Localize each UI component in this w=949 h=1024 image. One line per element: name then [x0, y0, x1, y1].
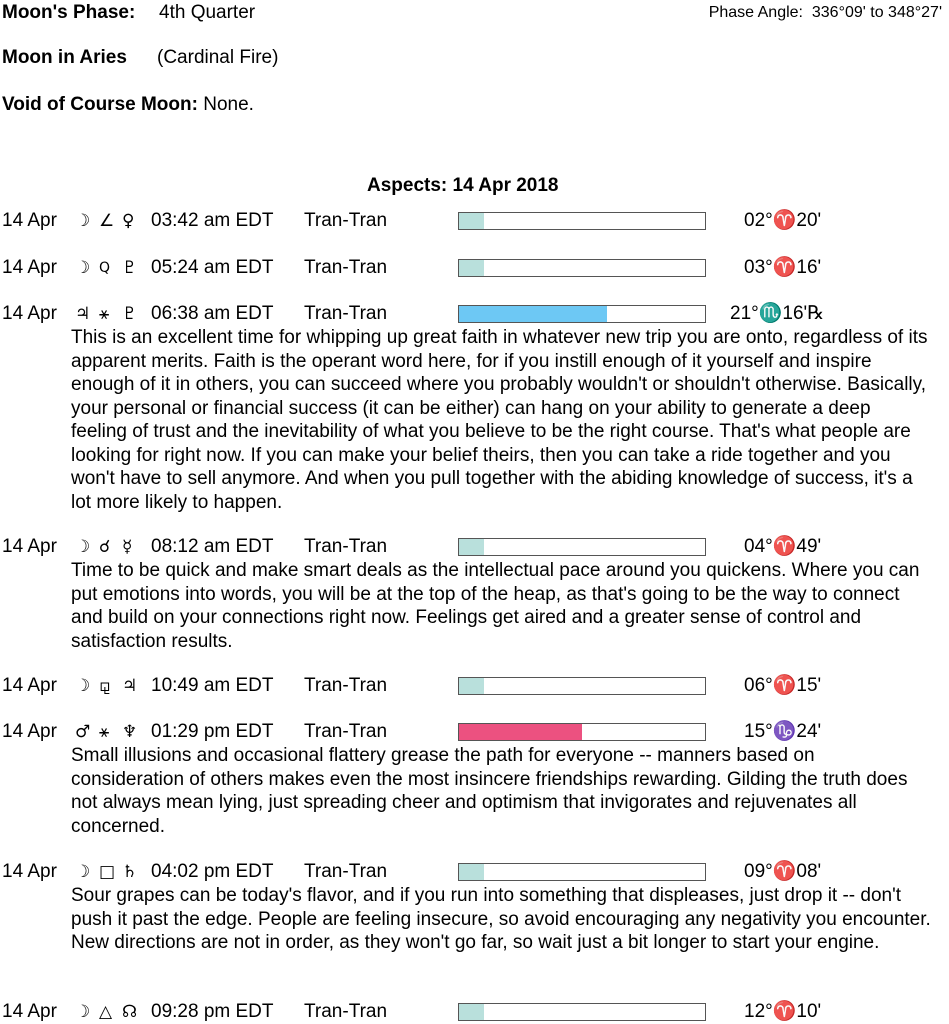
aspect-date: 14 Apr: [2, 1001, 57, 1022]
aspect-position: 03°♈16': [744, 257, 822, 278]
aspect-position: 09°♈08': [744, 861, 822, 882]
aspect-time: 01:29 pm EDT: [151, 721, 274, 742]
moon-icon: ☽: [75, 1002, 91, 1022]
aspect-row: [0, 256, 949, 280]
aspect-row: [0, 860, 949, 884]
aspect-interpretation: Small illusions and occasional flattery grease the path for everyone -- manners based on consideration of others makes even the most insincere friendships rewarding. Gilding the truth does not always mean lying, just spreading cheer and optimism that invigorates and rejuvenates all concerned.: [71, 745, 908, 837]
aspect-date: 14 Apr: [2, 303, 57, 324]
aspects-title: Aspects: 14 Apr 2018: [367, 175, 559, 196]
moon-icon: ☽: [75, 676, 91, 696]
jupiter-icon: ♃: [75, 304, 91, 324]
aspect-type: Tran-Tran: [304, 721, 388, 742]
strength-bar: [458, 259, 706, 277]
aspect-interpretation: Time to be quick and make smart deals as the intellectual pace around you quickens. Where you can put emotions into words, you will be at the top of the heap, as that's going to be the way to connect and build on your connections right now. Feelings get aired and a greater sense of control and satisfaction results.: [71, 560, 920, 652]
strength-bar-fill: [459, 1004, 484, 1020]
strength-bar: [458, 863, 706, 881]
strength-bar: [458, 212, 706, 230]
aspect-position: 02°♈20': [744, 210, 822, 231]
aspect-row: [0, 302, 949, 326]
strength-bar: [458, 677, 706, 695]
quintile-icon: Q: [99, 260, 111, 276]
aspect-time: 06:38 am EDT: [151, 303, 274, 324]
aspect-position: 06°♈15': [744, 675, 822, 696]
phase-value: 4th Quarter: [159, 2, 256, 23]
trine-icon: △: [99, 1002, 113, 1022]
aspect-date: 14 Apr: [2, 675, 57, 696]
aspect-date: 14 Apr: [2, 210, 57, 231]
aspect-row: [0, 1000, 949, 1024]
void-value: None.: [203, 94, 254, 115]
strength-bar: [458, 538, 706, 556]
aspect-position: 21°♏16'℞: [730, 303, 825, 324]
aspect-type: Tran-Tran: [304, 536, 388, 557]
aspect-row: [0, 209, 949, 233]
moon-icon: ☽: [75, 537, 91, 557]
strength-bar: [458, 723, 706, 741]
aspect-time: 03:42 am EDT: [151, 210, 274, 231]
aspect-type: Tran-Tran: [304, 257, 388, 278]
aspect-type: Tran-Tran: [304, 303, 388, 324]
semisquare-icon: ∠: [99, 211, 115, 231]
moon-icon: ☽: [75, 258, 91, 278]
square-icon: □: [99, 862, 116, 882]
strength-bar: [458, 305, 706, 323]
moon-icon: ☽: [75, 211, 91, 231]
strength-bar-fill: [459, 306, 607, 322]
moon-icon: ☽: [75, 862, 91, 882]
void-of-course: [2, 94, 254, 116]
aspect-date: 14 Apr: [2, 721, 57, 742]
sextile-icon: ⚹: [99, 722, 110, 742]
aspect-type: Tran-Tran: [304, 210, 388, 231]
strength-bar-fill: [459, 213, 484, 229]
aspect-time: 10:49 am EDT: [151, 675, 274, 696]
aspect-type: Tran-Tran: [304, 861, 388, 882]
aspect-row: [0, 720, 949, 744]
aspect-interpretation: Sour grapes can be today's flavor, and if you run into something that displeases, just drop it -- don't push it past the edge. People are feeling insecure, so avoid encouraging any negativity you encounter. New directions are not in order, as they won't go far, so wait just a bit longer to start your engine.: [71, 885, 931, 953]
pluto-icon: ♇: [122, 304, 138, 324]
aspect-position: 04°♈49': [744, 536, 822, 557]
aspect-date: 14 Apr: [2, 536, 57, 557]
north-node-icon: ☊: [122, 1002, 138, 1022]
void-label: Void of Course Moon:: [2, 94, 198, 115]
aspect-position: 12°♈10': [744, 1001, 822, 1022]
phase-label: Moon's Phase:: [2, 2, 136, 23]
strength-bar-fill: [459, 260, 484, 276]
phase-angle-label: Phase Angle:: [708, 4, 803, 21]
neptune-icon: ♆: [122, 722, 138, 742]
aspect-position: 15°♑24': [744, 721, 822, 742]
aspect-time: 09:28 pm EDT: [151, 1001, 274, 1022]
mercury-icon: ☿: [122, 537, 133, 557]
saturn-icon: ♄: [122, 862, 138, 882]
moon-sign-mode: (Cardinal Fire): [157, 47, 279, 68]
strength-bar-fill: [459, 864, 484, 880]
phase-angle-value: 336°09' to 348°27': [811, 4, 942, 21]
aspect-type: Tran-Tran: [304, 1001, 388, 1022]
sextile-icon: ⚹: [99, 304, 110, 324]
jupiter-icon: ♃: [122, 676, 138, 696]
conjunction-icon: ☌: [99, 537, 111, 557]
aspect-type: Tran-Tran: [304, 675, 388, 696]
venus-icon: ♀: [122, 211, 135, 231]
strength-bar-fill: [459, 678, 484, 694]
mars-icon: ♂: [75, 722, 91, 742]
strength-bar-fill: [459, 724, 582, 740]
sesquiquadrate-icon: ⚼: [99, 676, 111, 696]
moon-sign-label: Moon in Aries: [2, 47, 127, 68]
aspect-date: 14 Apr: [2, 257, 57, 278]
aspect-interpretation: This is an excellent time for whipping up great faith in whatever new trip you are onto, regardless of its apparent merits. Faith is the operant word here, for if you instill enough of it yourself and inspire enough of it in others, you can succeed where you probably wouldn't or shouldn't otherwise. Basically, your personal or financial success (it can be either) can hang on your ability to generate a deep feeling of trust and the inevitability of what you believe to be the right course. That's what people are looking for right now. If you can make your belief theirs, then you can take a ride together and you won't have to sell anymore. And when you pull together with the abiding knowledge of success, it's a lot more likely to happen.: [71, 327, 928, 513]
aspect-time: 08:12 am EDT: [151, 536, 274, 557]
aspect-date: 14 Apr: [2, 861, 57, 882]
aspect-row: [0, 535, 949, 559]
strength-bar-fill: [459, 539, 484, 555]
aspect-time: 05:24 am EDT: [151, 257, 274, 278]
aspect-row: [0, 674, 949, 698]
phase-angle: [709, 2, 942, 24]
strength-bar: [458, 1003, 706, 1021]
aspect-time: 04:02 pm EDT: [151, 861, 274, 882]
pluto-icon: ♇: [122, 258, 138, 278]
